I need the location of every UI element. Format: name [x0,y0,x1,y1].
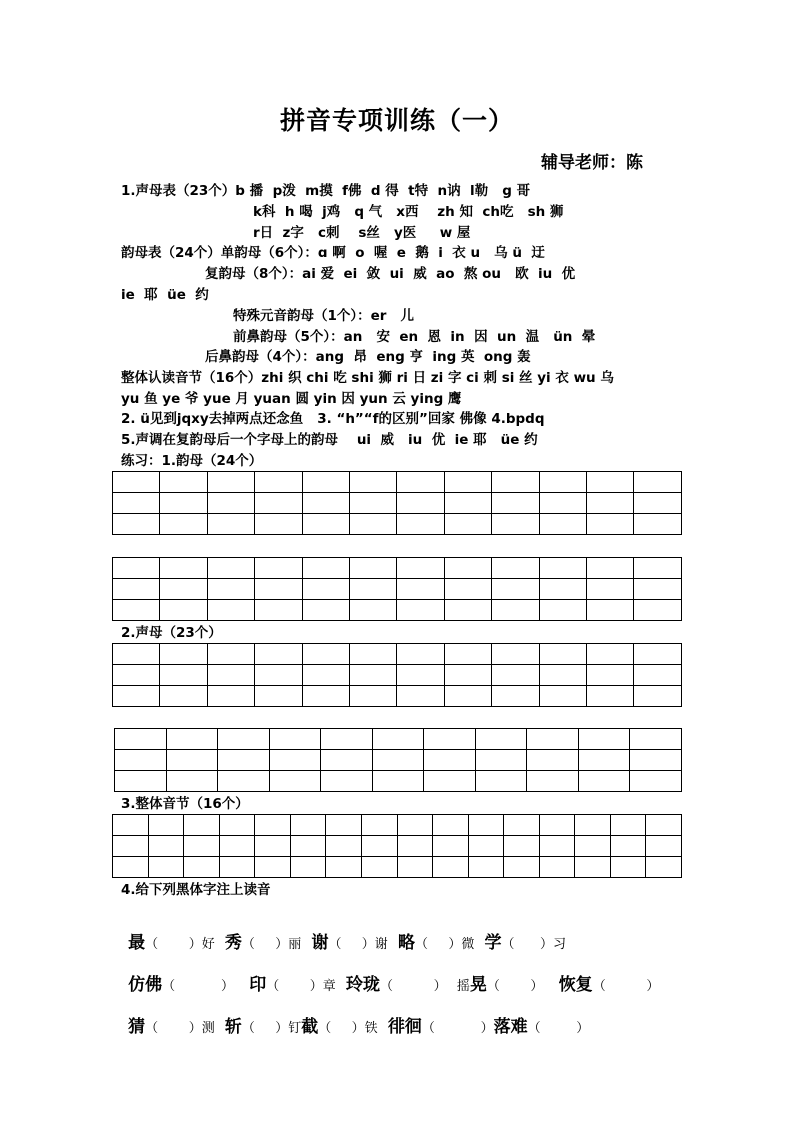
grid-cell[interactable] [255,600,302,621]
word-prefix: 摇 [456,979,470,994]
word: 印 [249,975,267,995]
grid-row [113,558,682,579]
grid-cell[interactable] [255,665,302,686]
page-title: 拼音专项训练（一） [279,106,514,135]
word-rest: ）钉 [275,1021,302,1036]
word: 晃 [469,975,487,995]
grid-cell[interactable] [397,558,444,579]
grid-cell[interactable] [587,514,634,535]
grid-cell[interactable] [207,600,254,621]
grid-cell[interactable] [113,600,160,621]
grid-cell[interactable] [475,771,527,792]
grid-cell[interactable] [207,579,254,600]
rules-line-1: 2. ü见到jqxy去掉两点还念鱼 3. “h”“f的区别”回家 佛像 4.bpdq [121,411,545,427]
grid-cell[interactable] [350,600,397,621]
grid-cell[interactable] [504,836,540,857]
word: 谢 [311,933,329,953]
grid-cell[interactable] [492,644,539,665]
paren: （ [414,937,428,952]
grid-cell[interactable] [492,579,539,600]
grid-cell[interactable] [290,836,326,857]
paren: （ [527,1021,541,1036]
grid-cell[interactable] [113,514,160,535]
grid-cell[interactable] [350,558,397,579]
word-rest: ）微 [448,937,475,952]
grid-cell[interactable] [255,493,302,514]
grid-cell[interactable] [160,644,207,665]
paren: （ [162,979,176,994]
exercise-3-heading: 3.整体音节（16个） [121,796,249,812]
grid-cell[interactable] [184,836,220,857]
initials-line-2: k科 h 喝 j鸡 q 气 x西 zh 知 ch吃 sh 狮 [253,204,564,220]
grid-row [113,815,682,836]
initials-line-1: 1.声母表（23个）b 播 p泼 m摸 f佛 d 得 t特 n讷 l勒 g 哥 [121,183,531,199]
paren: （ [145,1021,159,1036]
grid-cell[interactable] [587,579,634,600]
grid-cell[interactable] [397,857,433,878]
grid-cell[interactable] [504,857,540,878]
grid-cell[interactable] [302,579,349,600]
grid-cell[interactable] [115,750,167,771]
grid-cell[interactable] [160,665,207,686]
grid-row [113,472,682,493]
grid-cell[interactable] [539,514,586,535]
grid-cell[interactable] [397,579,444,600]
word: 截 [301,1017,319,1037]
grid-cell[interactable] [255,686,302,707]
grid-cell[interactable] [302,493,349,514]
paren: （ [318,1021,332,1036]
grid-cell[interactable] [527,771,579,792]
grid-cell[interactable] [302,514,349,535]
paren: （ [241,937,255,952]
grid-cell[interactable] [207,686,254,707]
paren: ） [433,979,447,994]
grid-row [113,857,682,878]
grid-cell[interactable] [207,472,254,493]
grid-row [113,644,682,665]
grid-cell[interactable] [587,644,634,665]
grid-cell[interactable] [444,472,491,493]
grid-cell[interactable] [527,729,579,750]
grid-cell[interactable] [321,771,373,792]
grid-row [113,514,682,535]
grid-cell[interactable] [575,857,611,878]
paren: （ [501,937,515,952]
exercise-1-heading: 练习：1.韵母（24个） [121,453,263,469]
finals-writing-grid-2[interactable] [112,557,682,621]
paren: （ [266,979,280,994]
word: 猜 [128,1017,146,1037]
grid-cell[interactable] [578,729,630,750]
grid-cell[interactable] [539,644,586,665]
grid-cell[interactable] [113,857,149,878]
word: 最 [128,933,146,953]
grid-cell[interactable] [424,729,476,750]
grid-cell[interactable] [166,750,218,771]
grid-cell[interactable] [321,750,373,771]
grid-cell[interactable] [587,686,634,707]
grid-cell[interactable] [630,750,682,771]
finals-writing-grid-1[interactable] [112,471,682,535]
grid-cell[interactable] [113,493,160,514]
grid-cell[interactable] [160,514,207,535]
grid-cell[interactable] [578,750,630,771]
grid-cell[interactable] [539,472,586,493]
word-rest: ）测 [188,1021,215,1036]
paren: （ [328,937,342,952]
grid-cell[interactable] [255,579,302,600]
grid-cell[interactable] [302,472,349,493]
grid-cell[interactable] [575,836,611,857]
grid-cell[interactable] [433,815,469,836]
grid-cell[interactable] [397,665,444,686]
grid-cell[interactable] [539,665,586,686]
grid-cell[interactable] [302,600,349,621]
grid-cell[interactable] [290,857,326,878]
grid-cell[interactable] [184,815,220,836]
finals-back-nasal-line: 后鼻韵母（4个）：ang 昂 eng 亨 ing 英 ong 轰 [205,349,531,365]
grid-cell[interactable] [269,750,321,771]
exercise-2-heading: 2.声母（23个） [121,625,222,641]
syllables-writing-grid[interactable] [112,814,682,878]
grid-cell[interactable] [361,815,397,836]
finals-compound-line-cont: ie 耶 üe 约 [121,287,209,303]
grid-cell[interactable] [160,493,207,514]
grid-cell[interactable] [302,558,349,579]
grid-cell[interactable] [361,836,397,857]
grid-cell[interactable] [302,686,349,707]
grid-cell[interactable] [634,686,682,707]
grid-cell[interactable] [255,836,291,857]
paren: （ [145,937,159,952]
grid-cell[interactable] [433,836,469,857]
grid-cell[interactable] [302,665,349,686]
grid-cell[interactable] [646,857,682,878]
grid-cell[interactable] [269,729,321,750]
initials-line-3: r日 z字 c刺 s丝 y医 w 屋 [253,225,471,241]
initials-writing-grid-2[interactable] [114,728,682,792]
paren: ） [646,979,660,994]
grid-cell[interactable] [492,665,539,686]
grid-cell[interactable] [255,857,291,878]
grid-cell[interactable] [634,665,682,686]
grid-cell[interactable] [397,600,444,621]
grid-cell[interactable] [113,815,149,836]
grid-cell[interactable] [468,836,504,857]
grid-cell[interactable] [148,836,184,857]
grid-cell[interactable] [610,836,646,857]
grid-cell[interactable] [113,686,160,707]
grid-cell[interactable] [492,558,539,579]
grid-row [115,750,682,771]
grid-cell[interactable] [475,729,527,750]
grid-cell[interactable] [113,472,160,493]
grid-cell[interactable] [219,815,255,836]
grid-cell[interactable] [207,644,254,665]
grid-row [113,579,682,600]
grid-cell[interactable] [372,771,424,792]
grid-cell[interactable] [218,729,270,750]
grid-cell[interactable] [166,771,218,792]
grid-cell[interactable] [350,644,397,665]
grid-cell[interactable] [492,472,539,493]
grid-cell[interactable] [634,644,682,665]
grid-row [115,729,682,750]
grid-cell[interactable] [444,600,491,621]
grid-cell[interactable] [166,729,218,750]
grid-cell[interactable] [539,493,586,514]
rules-line-2: 5.声调在复韵母后一个字母上的韵母 ui 威 iu 优 ie 耶 üe 约 [121,432,538,448]
paren: （ [486,979,500,994]
grid-cell[interactable] [475,750,527,771]
grid-cell[interactable] [148,815,184,836]
pronunciation-row-3 [118,994,589,1040]
grid-row [113,665,682,686]
word: 略 [397,933,415,953]
grid-cell[interactable] [630,771,682,792]
grid-cell[interactable] [587,558,634,579]
grid-cell[interactable] [350,493,397,514]
grid-row [113,493,682,514]
grid-cell[interactable] [302,644,349,665]
grid-cell[interactable] [397,514,444,535]
finals-front-nasal-line: 前鼻韵母（5个）：an 安 en 恩 in 因 un 温 ün 晕 [233,329,596,345]
grid-cell[interactable] [587,600,634,621]
paren: ） [480,1021,494,1036]
word-rest: ）好 [188,937,215,952]
grid-cell[interactable] [492,600,539,621]
grid-cell[interactable] [160,558,207,579]
grid-cell[interactable] [372,750,424,771]
paren: ） [220,979,234,994]
grid-cell[interactable] [350,579,397,600]
grid-cell[interactable] [326,815,362,836]
word: 仿佛 [128,975,163,995]
grid-cell[interactable] [115,771,167,792]
word: 玲珑 [345,975,380,995]
paren: （ [421,1021,435,1036]
finals-special-line: 特殊元音韵母（1个）：er 儿 [233,308,415,324]
grid-cell[interactable] [527,750,579,771]
grid-cell[interactable] [219,857,255,878]
grid-cell[interactable] [468,857,504,878]
grid-cell[interactable] [504,815,540,836]
grid-cell[interactable] [587,493,634,514]
grid-cell[interactable] [255,644,302,665]
grid-row [113,686,682,707]
grid-cell[interactable] [321,729,373,750]
grid-cell[interactable] [113,644,160,665]
grid-cell[interactable] [160,600,207,621]
grid-cell[interactable] [207,493,254,514]
grid-cell[interactable] [115,729,167,750]
word: 秀 [224,933,242,953]
grid-cell[interactable] [148,857,184,878]
grid-row [115,771,682,792]
grid-cell[interactable] [646,836,682,857]
grid-cell[interactable] [207,514,254,535]
grid-cell[interactable] [326,857,362,878]
initials-writing-grid-1[interactable] [112,643,682,707]
grid-cell[interactable] [444,644,491,665]
grid-cell[interactable] [424,750,476,771]
grid-cell[interactable] [634,472,682,493]
grid-cell[interactable] [634,514,682,535]
paren: （ [592,979,606,994]
grid-cell[interactable] [634,493,682,514]
grid-cell[interactable] [646,815,682,836]
grid-cell[interactable] [424,771,476,792]
grid-cell[interactable] [610,857,646,878]
whole-syllables-line-2: yu 鱼 ye 爷 yue 月 yuan 圆 yin 因 yun 云 ying 鹰 [121,391,462,407]
grid-cell[interactable] [255,472,302,493]
grid-cell[interactable] [397,836,433,857]
paren: ） [530,979,544,994]
grid-cell[interactable] [539,600,586,621]
grid-cell[interactable] [397,644,444,665]
grid-cell[interactable] [492,686,539,707]
grid-cell[interactable] [397,815,433,836]
grid-cell[interactable] [539,836,575,857]
pronunciation-row-1 [118,910,566,956]
word-rest: ）谢 [361,937,388,952]
grid-cell[interactable] [630,729,682,750]
grid-cell[interactable] [610,815,646,836]
word: 落难 [493,1017,528,1037]
grid-cell[interactable] [539,558,586,579]
grid-cell[interactable] [218,771,270,792]
paren: （ [241,1021,255,1036]
pronunciation-row-2 [118,952,659,998]
whole-syllables-line-1: 整体认读音节（16个）zhi 织 chi 吃 shi 狮 ri 日 zi 字 ci 刺 si 丝 yi 衣 wu 乌 [121,370,614,386]
grid-cell[interactable] [184,857,220,878]
grid-cell[interactable] [634,579,682,600]
grid-cell[interactable] [290,815,326,836]
grid-cell[interactable] [350,514,397,535]
paren: ） [576,1021,590,1036]
grid-cell[interactable] [444,514,491,535]
grid-cell[interactable] [634,558,682,579]
grid-row [113,600,682,621]
grid-cell[interactable] [361,857,397,878]
grid-cell[interactable] [444,493,491,514]
teacher-name: 辅导老师：陈 [541,153,643,173]
grid-cell[interactable] [350,686,397,707]
grid-cell[interactable] [207,665,254,686]
grid-cell[interactable] [113,665,160,686]
finals-simple-line: 韵母表（24个）单韵母（6个）：ɑ 啊 o 喔 e 鹅 i 衣 u 乌 ü 迂 [121,245,545,261]
grid-cell[interactable] [207,558,254,579]
grid-cell[interactable] [218,750,270,771]
grid-cell[interactable] [539,815,575,836]
word: 斩 [224,1017,242,1037]
grid-cell[interactable] [539,686,586,707]
grid-cell[interactable] [160,472,207,493]
exercise-4-heading: 4.给下列黑体字注上读音 [121,882,271,898]
grid-cell[interactable] [113,558,160,579]
word: 恢复 [558,975,593,995]
grid-cell[interactable] [160,686,207,707]
grid-cell[interactable] [113,836,149,857]
grid-cell[interactable] [255,514,302,535]
grid-cell[interactable] [587,665,634,686]
word-rest: ）章 [309,979,336,994]
grid-cell[interactable] [372,729,424,750]
grid-cell[interactable] [468,815,504,836]
grid-cell[interactable] [397,686,444,707]
word-rest: ）丽 [275,937,302,952]
grid-cell[interactable] [444,579,491,600]
grid-cell[interactable] [575,815,611,836]
finals-compound-line: 复韵母（8个）：ai 爱 ei 敛 ui 威 ao 熬 ou 欧 iu 优 [205,266,576,282]
grid-cell[interactable] [269,771,321,792]
word-rest: ）习 [539,937,566,952]
grid-cell[interactable] [326,836,362,857]
grid-cell[interactable] [255,558,302,579]
grid-cell[interactable] [255,815,291,836]
word: 学 [484,933,502,953]
grid-cell[interactable] [444,686,491,707]
grid-row [113,836,682,857]
grid-cell[interactable] [634,600,682,621]
grid-cell[interactable] [444,558,491,579]
grid-cell[interactable] [219,836,255,857]
word: 徘徊 [387,1017,422,1037]
grid-cell[interactable] [350,665,397,686]
grid-cell[interactable] [578,771,630,792]
paren: （ [379,979,393,994]
grid-cell[interactable] [492,514,539,535]
grid-cell[interactable] [587,472,634,493]
grid-cell[interactable] [433,857,469,878]
grid-cell[interactable] [492,493,539,514]
word-rest: ）铁 [351,1021,378,1036]
grid-cell[interactable] [397,493,444,514]
grid-cell[interactable] [160,579,207,600]
grid-cell[interactable] [539,857,575,878]
grid-cell[interactable] [444,665,491,686]
grid-cell[interactable] [539,579,586,600]
grid-cell[interactable] [113,579,160,600]
grid-cell[interactable] [350,472,397,493]
grid-cell[interactable] [397,472,444,493]
